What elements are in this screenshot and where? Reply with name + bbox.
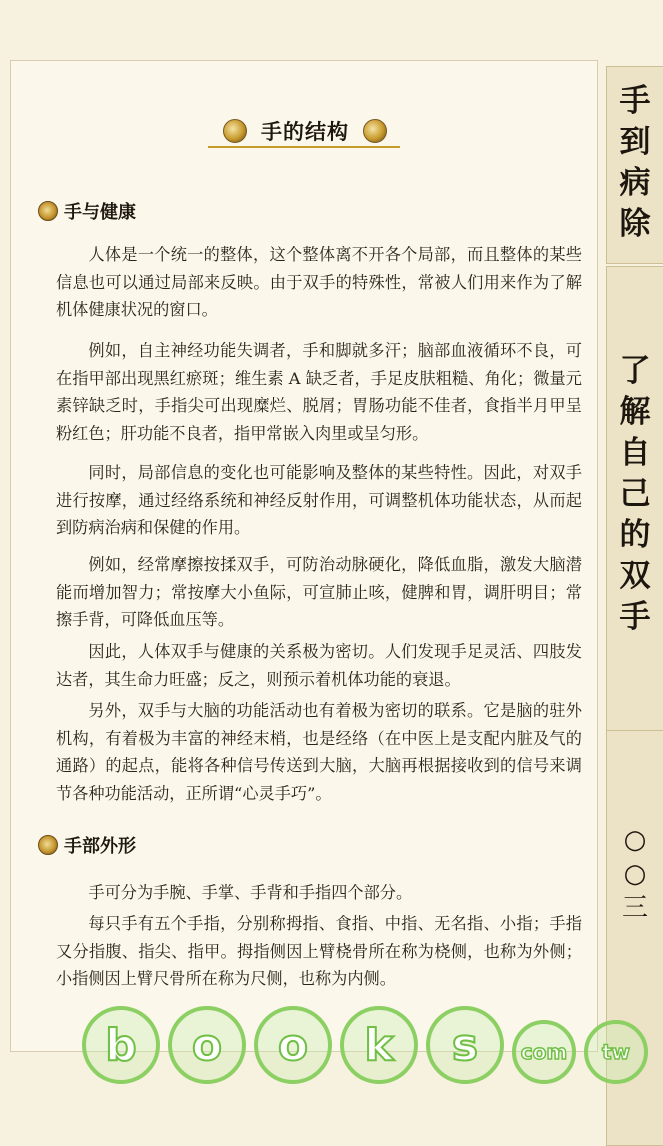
sidebar-char: 的: [619, 517, 651, 553]
sidebar-tab-middle: [606, 266, 663, 772]
sidebar-char: 了: [619, 353, 651, 389]
paragraph: 每只手有五个手指，分别称拇指、食指、中指、无名指、小指；手指又分指腹、指尖、指甲。拇指侧因上臂桡骨所在称为桡侧，也称为外侧；小指侧因上臂尺骨所在称为尺侧，也称为内侧。: [56, 914, 582, 988]
title-underline: [208, 146, 400, 148]
sidebar-char: 自: [619, 435, 651, 471]
section-bullet-icon: [38, 835, 58, 855]
section-bullet-icon: [38, 201, 58, 221]
sidebar-char: 手: [619, 83, 651, 119]
watermark-com: com: [512, 1020, 576, 1084]
paragraph: 同时，局部信息的变化也可能影响及整体的某些特性。因此，对双手进行按摩，通过经络系统和神经反射作用，可调整机体功能状态，从而起到防病治病和保健的作用。: [56, 463, 582, 537]
sidebar-char: 到: [619, 124, 651, 160]
sidebar-char: 除: [619, 206, 651, 242]
page-title: 手的结构: [261, 119, 349, 144]
paragraph: 例如，经常摩擦按揉双手，可防治动脉硬化，降低血脂，激发大脑潜能而增加智力；常按摩大小鱼际，可宣肺止咳，健脾和胃，调肝明目；常擦手背，可降低血压等。: [56, 555, 582, 629]
sidebar-char: 解: [619, 394, 651, 430]
watermark-tw: tw: [584, 1020, 648, 1084]
sidebar-tab-top: [606, 66, 663, 264]
watermark-letter: s: [426, 1006, 504, 1084]
watermark-letter: o: [254, 1006, 332, 1084]
sidebar-char: 双: [619, 558, 651, 594]
page-number-char: 三: [621, 893, 648, 923]
paragraph: 人体是一个统一的整体，这个整体离不开各个局部，而且整体的某些信息也可以通过局部来反映。由于双手的特殊性，常被人们用来作为了解机体健康状况的窗口。: [56, 245, 582, 319]
sidebar-char: 手: [619, 599, 651, 635]
watermark-letter: b: [82, 1006, 160, 1084]
paragraph: 因此，人体双手与健康的关系极为密切。人们发现手足灵活、四肢发达者，其生命力旺盛；反之，则预示着机体功能的衰退。: [56, 642, 582, 689]
page-header: [200, 112, 410, 150]
watermark-letter: k: [340, 1006, 418, 1084]
page-number-char: ○: [623, 859, 647, 889]
ornament-icon: [363, 119, 387, 143]
paragraph: 另外，双手与大脑的功能活动也有着极为密切的联系。它是脑的驻外机构，有着极为丰富的神经末梢，也是经络（在中医上是支配内脏及气的通路）的起点，能将各种信号传送到大脑，大脑再根据接收到的信号来调节各种功能活动，正所谓“心灵手巧”。: [56, 701, 582, 803]
paragraph: 例如，自主神经功能失调者，手和脚就多汗；脑部血液循环不良，可在指甲部出现黑红瘀斑；维生素 A 缺乏者，手足皮肤粗糙、角化；微量元素锌缺乏时，手指尖可出现糜烂、脱屑；胃肠功能不佳者，食指半月甲呈粉红色；肝功能不良者，指甲常嵌入肉里或呈匀形。: [56, 341, 582, 443]
ornament-icon: [223, 119, 247, 143]
paragraph: 手可分为手腕、手掌、手背和手指四个部分。: [88, 883, 413, 902]
page-number-char: ○: [623, 825, 647, 855]
section-heading-text: 手与健康: [64, 202, 136, 223]
sidebar-char: 病: [619, 165, 651, 201]
section-heading-hand-health: [38, 198, 136, 224]
sidebar-char: 己: [619, 476, 651, 512]
section-heading-hand-shape: [38, 832, 136, 858]
books-com-tw-watermark: [82, 1002, 648, 1084]
watermark-letter: o: [168, 1006, 246, 1084]
section-heading-text: 手部外形: [64, 836, 136, 857]
